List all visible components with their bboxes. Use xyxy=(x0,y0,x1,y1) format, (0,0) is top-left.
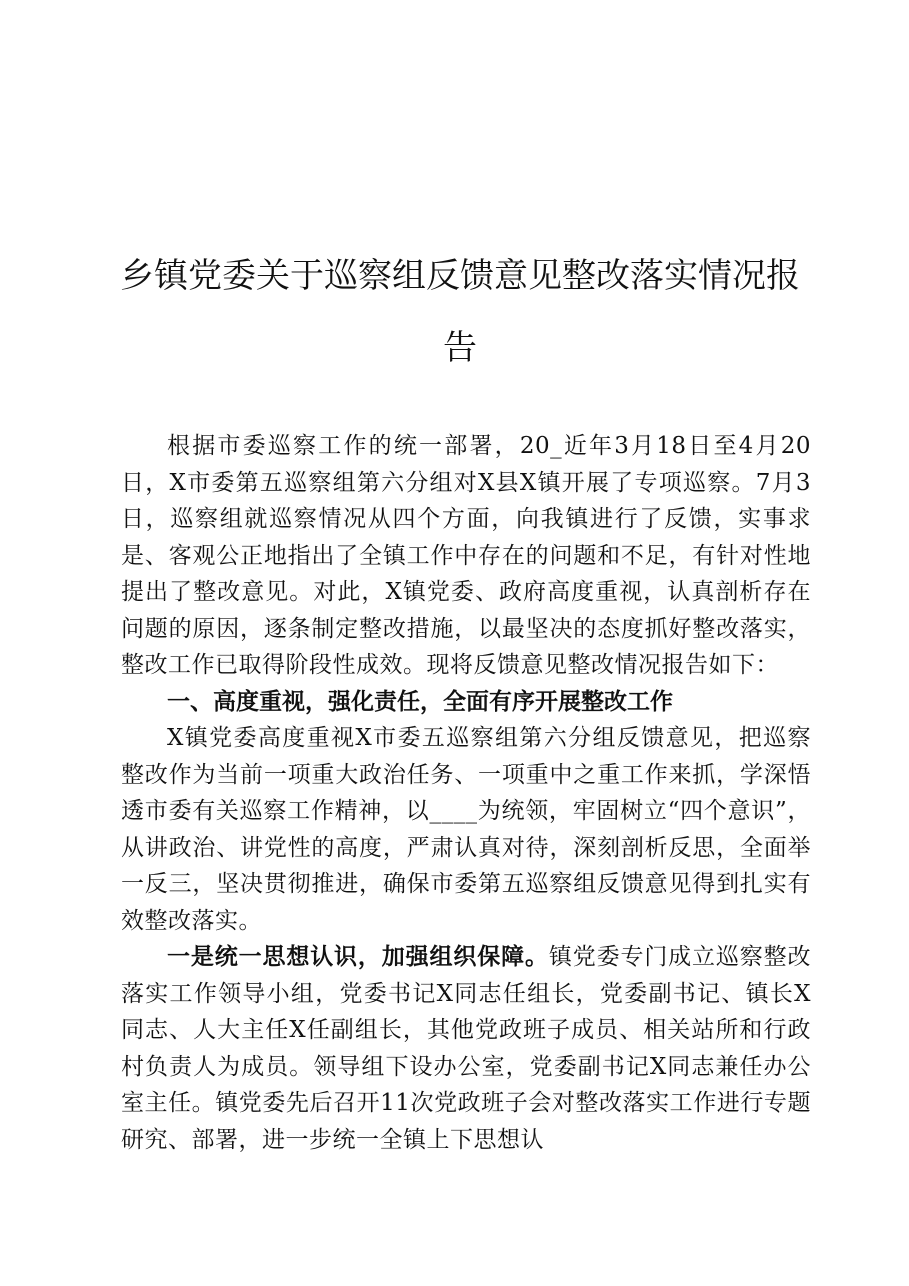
point-1-lead: 一是统一思想认识，加强组织保障。 xyxy=(167,944,549,970)
section-1-paragraph: X镇党委高度重视X市委五巡察组第六分组反馈意见，把巡察整改作为当前一项重大政治任务、一项重中之重工作来抓，学深悟透市委有关巡察工作精神，以____为统领，牢固树立“四个意识”，从讲政治、讲党性的高度，严肃认真对待，深刻剖析反思，全面举一反三，坚决贯彻推进，确保市委第五巡察组反馈意见得到扎实有效整改落实。 xyxy=(121,725,811,934)
point-1-text: 镇党委专门成立巡察整改落实工作领导小组，党委书记X同志任组长，党委副书记、镇长X同志、人大主任X任副组长，其他党政班子成员、相关站所和行政村负责人为成员。领导组下设办公室，党委副书记X同志兼任办公室主任。镇党委先后召开11次党政班子会对整改落实工作进行专题研究、部署，进一步统一全镇上下思想认 xyxy=(121,944,812,1153)
document-title: 乡镇党委关于巡察组反馈意见整改落实情况报告 xyxy=(120,256,800,368)
point-1-paragraph xyxy=(121,939,811,1158)
intro-paragraph: 根据市委巡察工作的统一部署，20_近年3月18日至4月20日，X市委第五巡察组第六分组对X县X镇开展了专项巡察。7月3日，巡察组就巡察情况从四个方面，向我镇进行了反馈，实事求是、客观公正地指出了全镇工作中存在的问题和不足，有针对性地提出了整改意见。对此，X镇党委、政府高度重视，认真剖析存在问题的原因，逐条制定整改措施，以最坚决的态度抓好整改落实，整改工作已取得阶段性成效。现将反馈意见整改情况报告如下： xyxy=(121,433,811,678)
document-body xyxy=(121,428,811,1158)
section-heading-1: 一、高度重视，强化责任，全面有序开展整改工作 xyxy=(167,688,673,715)
